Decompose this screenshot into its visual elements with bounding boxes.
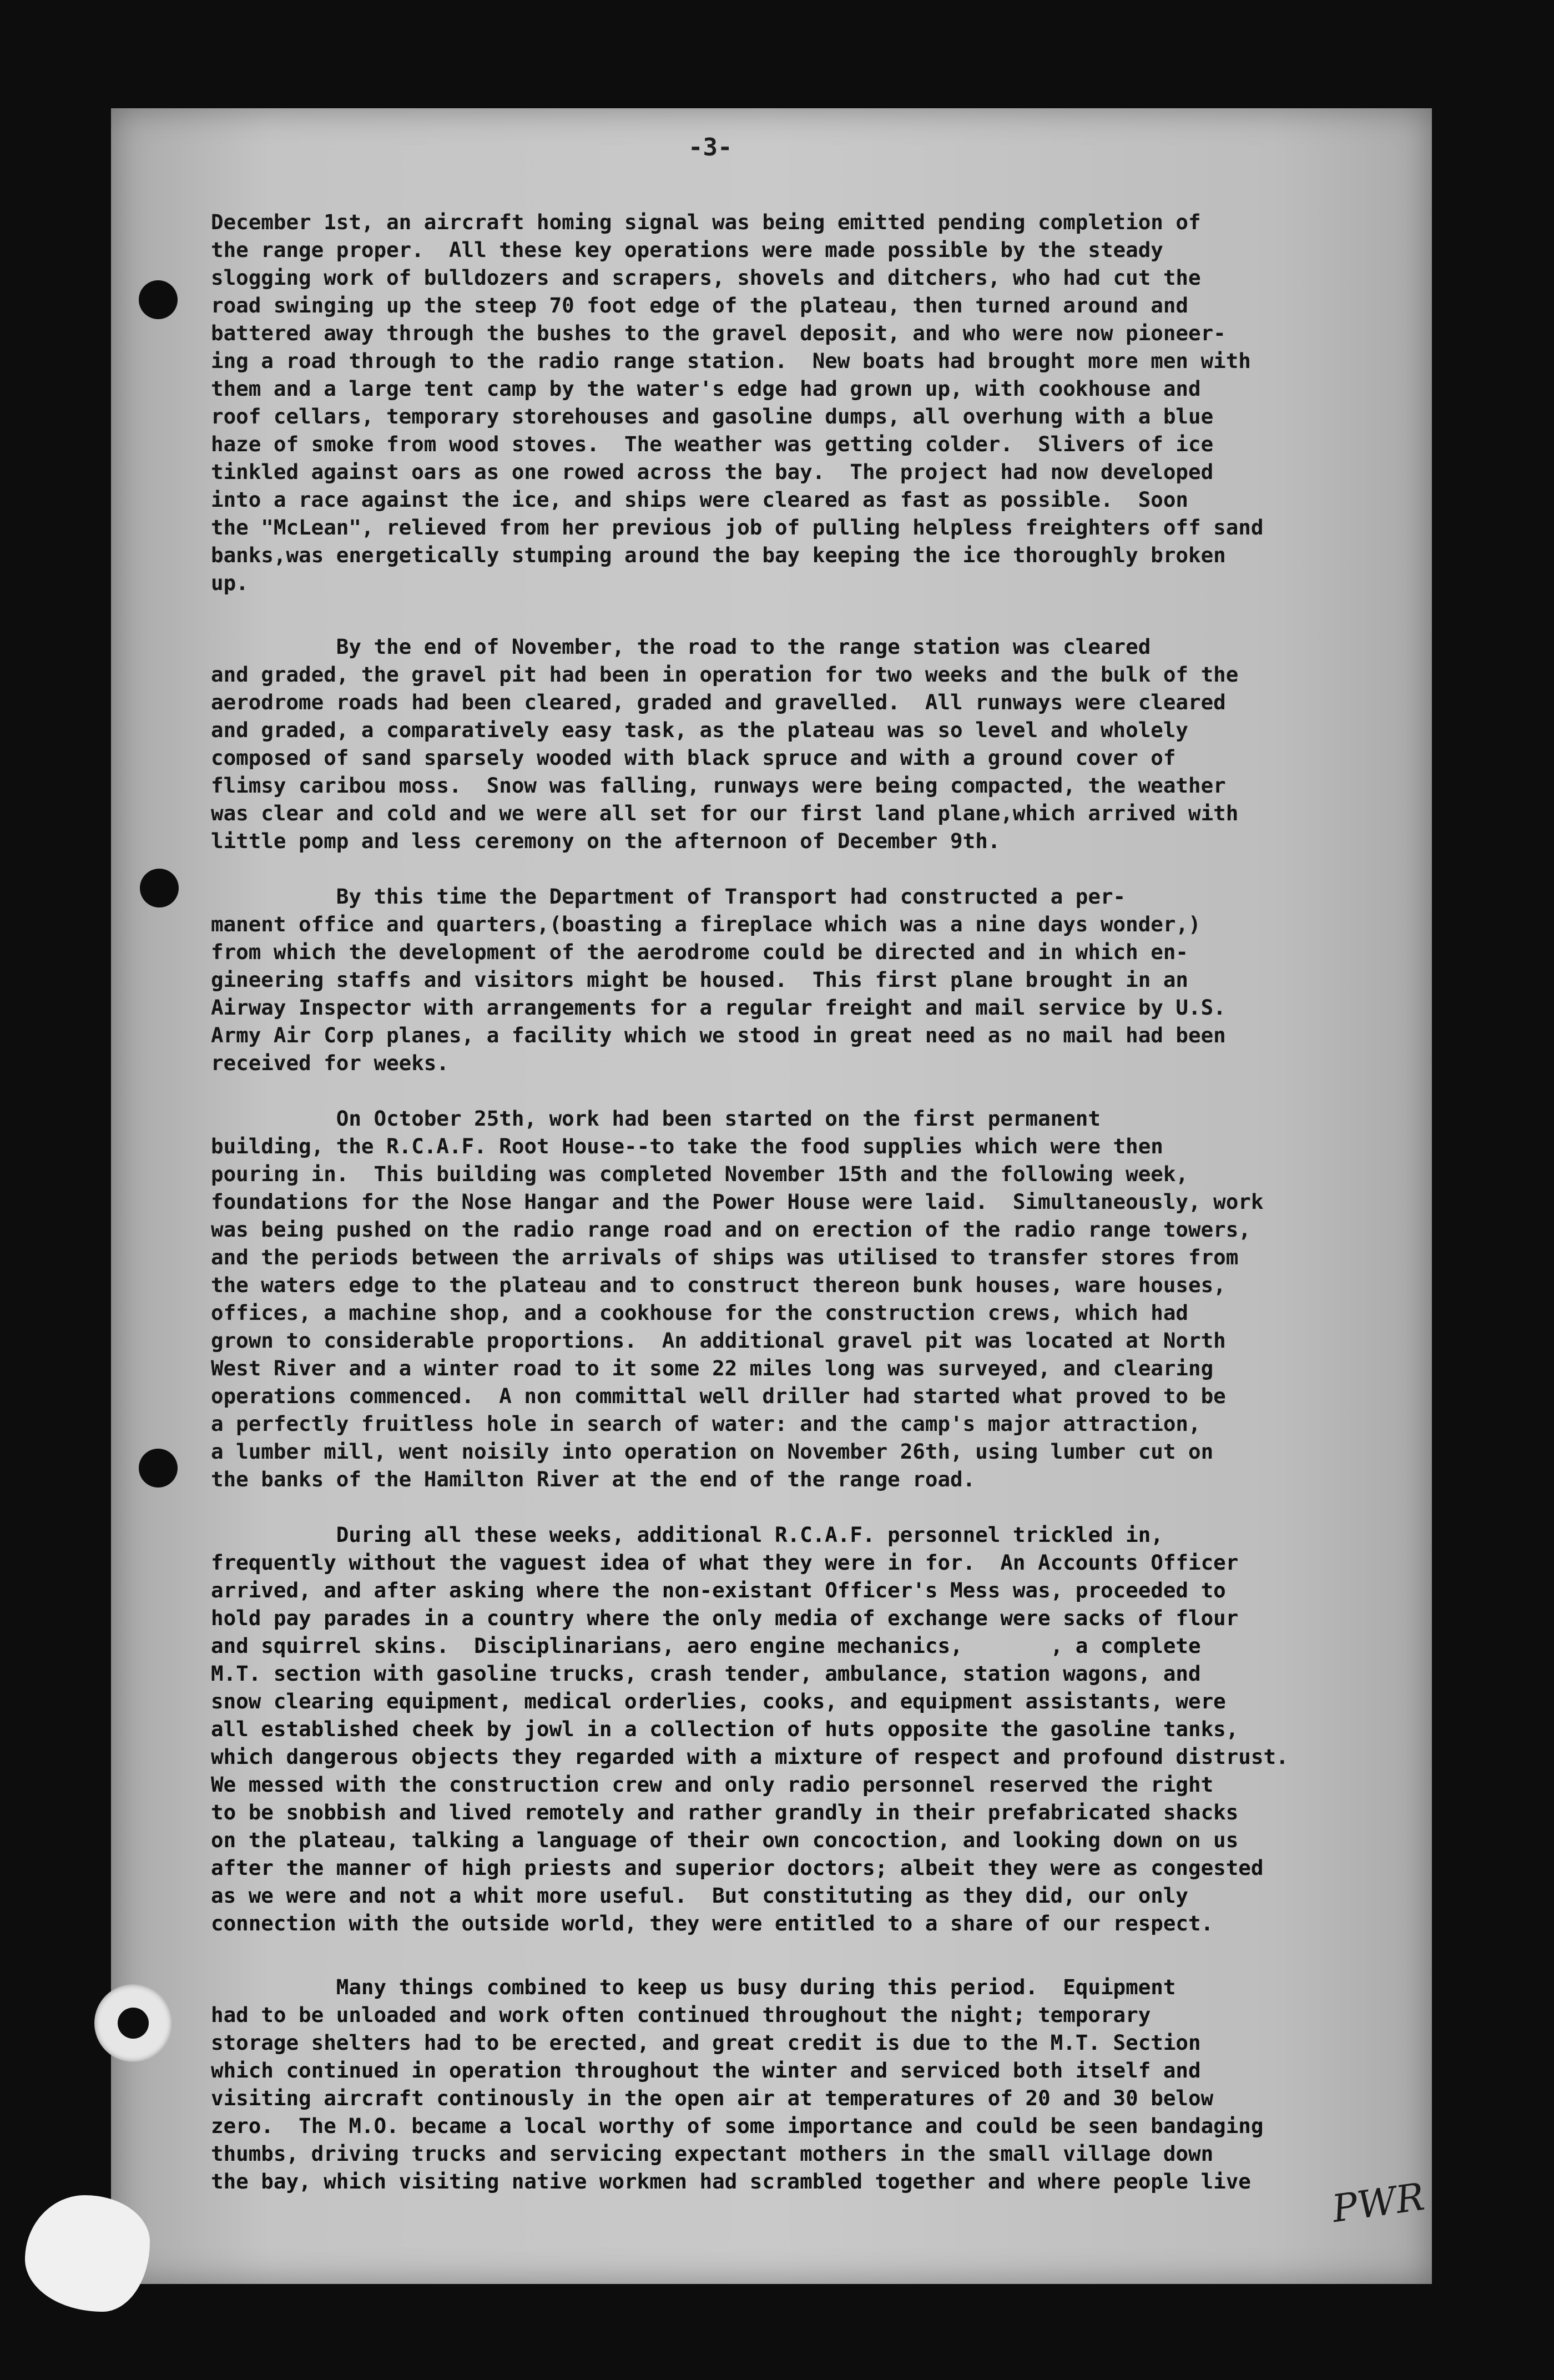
paragraph: By the end of November, the road to the range station was cleared and graded, the gravel pit had been in operation for two weeks and the bulk of the aerodrome roads had been cleared, graded and gravelled. All runways were cleared and graded, a comparatively easy task, as the plateau was so level and wholely composed of sand sparsely wooded with black spruce and with a ground cover of flimsy caribou moss. Snow was falling, runways were being compacted, the weather was clear and cold and we were all set for our first land plane,which arrived with little pomp and less ceremony on the afternoon of December 9th. bbox=[211, 634, 1239, 853]
paragraph: During all these weeks, additional R.C.A.F. personnel trickled in, frequently without the vaguest idea of what they were in for. An Accounts Officer arrived, and after asking where the non-existant Officer's Mess was, proceeded to hold pay parades in a country where the only media of exchange were sacks of flour and squirrel skins. Disciplinarians, aero engine mechanics, , a complete M.T. section with gasoline trucks, crash tender, ambulance, station wagons, and snow clearing equipment, medical orderlies, cooks, and equipment assistants, were all established cheek by jowl in a collection of huts opposite the gasoline tanks, which dangerous objects they regarded with a mixture of respect and profound distrust. We messed with the construction crew and only radio personnel reserved the right to be snobbish and lived remotely and rather grandly in their prefabricated shacks on the plateau, talking a language of their own concoction, and looking down on us after the manner of high priests and superior doctors; albeit they were as congested as we were and not a whit more useful. But constituting as they did, our only connection with the outside world, they were entitled to a share of our respect. bbox=[211, 1522, 1289, 1935]
punch-hole bbox=[140, 869, 179, 907]
punch-hole bbox=[139, 1449, 178, 1488]
handwritten-initials: PWR bbox=[1329, 2175, 1427, 2232]
punch-hole bbox=[139, 280, 178, 319]
paragraph: By this time the Department of Transport had constructed a per- manent office and quarters,(boasting a fireplace which was a nine days wonder,) from which the development of the aerodrome could be directed and in which en- gineering staffs and visitors might be housed. This first plane brought in an Airway Inspector with arrangements for a regular freight and mail service by U.S. Army Air Corp planes, a facility which we stood in great need as no mail had been received for weeks. bbox=[211, 884, 1226, 1075]
paragraph: Many things combined to keep us busy during this period. Equipment had to be unloaded and work often continued throughout the night; temporary storage shelters had to be erected, and great credit is due to the M.T. Section which continued in operation throughout the winter and serviced both itself and visiting aircraft continously in the open air at temperatures of 20 and 30 below zero. The M.O. became a local worthy of some importance and could be seen bandaging thumbs, driving trucks and servicing expectant mothers in the small village down the bay, which visiting native workmen had scrambled together and where people live bbox=[211, 1975, 1264, 2194]
paper-damage bbox=[25, 2195, 150, 2312]
paragraph: On October 25th, work had been started on the first permanent building, the R.C.A.F. Root House--to take the food supplies which were then pouring in. This building was completed November 15th and the following week, foundations for the Nose Hangar and the Power House were laid. Simultaneously, work was being pushed on the radio range road and on erection of the radio range towers, and the periods between the arrivals of ships was utilised to transfer stores from the waters edge to the plateau and to construct thereon bunk houses, ware houses, offices, a machine shop, and a cookhouse for the construction crews, which had grown to considerable proportions. An additional gravel pit was located at North West River and a winter road to it some 22 miles long was surveyed, and clearing operations commenced. A non committal well driller had started what proved to be a perfectly fruitless hole in search of water: and the camp's major attraction, a lumber mill, went noisily into operation on November 26th, using lumber cut on the banks of the Hamilton River at the end of the range road. bbox=[211, 1106, 1264, 1491]
punch-hole-reinforcement bbox=[94, 1984, 172, 2062]
page-number: -3- bbox=[688, 133, 733, 162]
paragraph: December 1st, an aircraft homing signal was being emitted pending completion of the range proper. All these key operations were made possible by the steady slogging work of bulldozers and scrapers, shovels and ditchers, who had cut the road swinging up the steep 70 foot edge of the plateau, then turned around and battered away through the bushes to the gravel deposit, and who were now pioneer- ing a road through to the radio range station. New boats had brought more men with them and a large tent camp by the water's edge had grown up, with cookhouse and roof cellars, temporary storehouses and gasoline dumps, all overhung with a blue haze of smoke from wood stoves. The weather was getting colder. Slivers of ice tinkled against oars as one rowed across the bay. The project had now developed into a race against the ice, and ships were cleared as fast as possible. Soon the "McLean", relieved from her previous job of pulling helpless freighters off sand banks,was energetically stumping around the bay keeping the ice thoroughly broken up. bbox=[211, 210, 1264, 595]
